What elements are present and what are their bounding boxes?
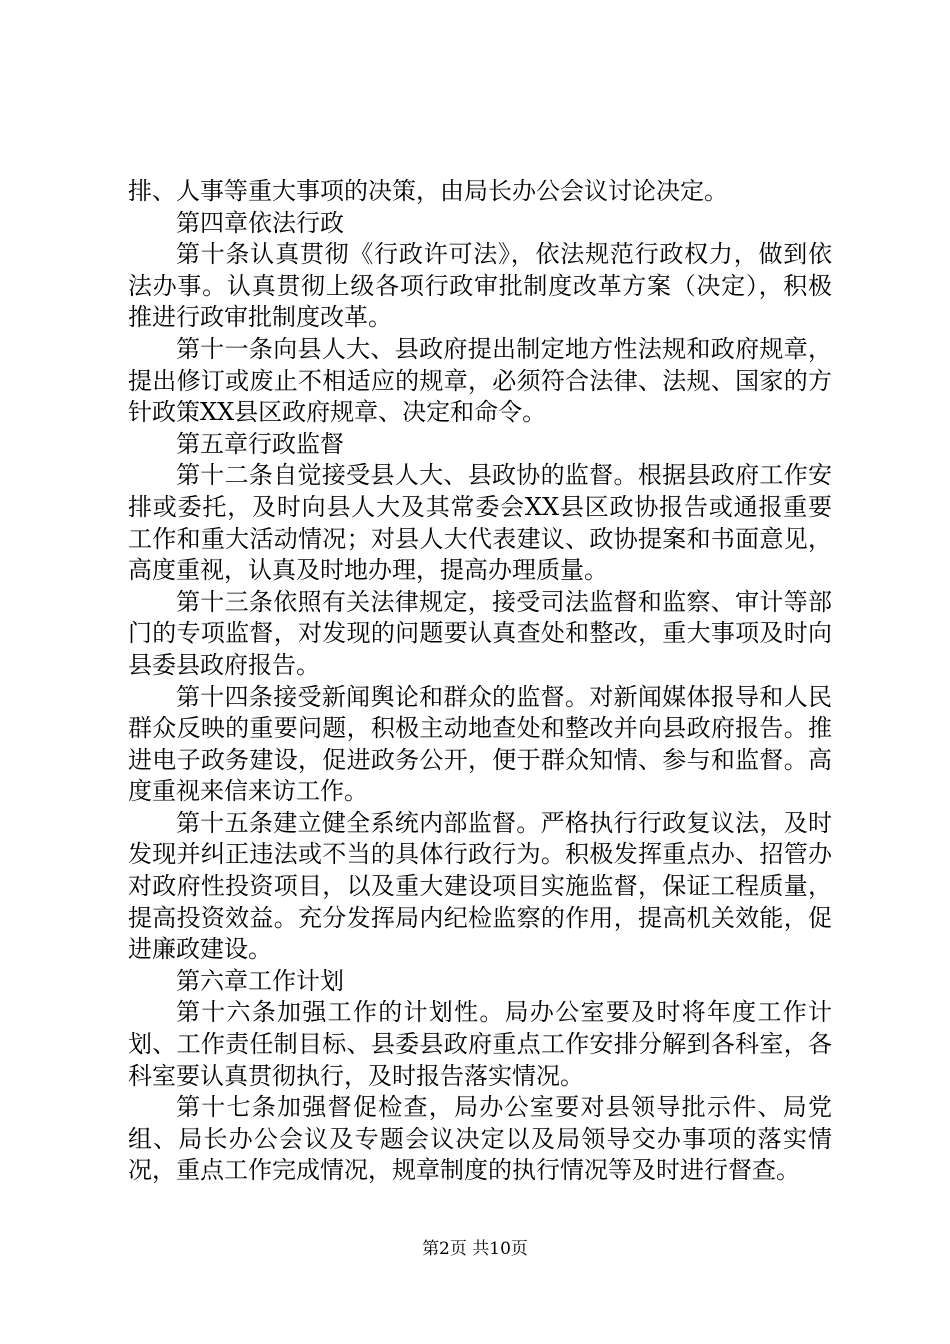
article-15: 第十五条建立健全系统内部监督。严格执行行政复议法，及时发现并纠正违法或不当的具体行政行为。积极发挥重点办、招管办对政府性投资项目，以及重大建设项目实施监督，保证工程质量，提高投资效益。充分发挥局内纪检监察的作用，提高机关效能，促进廉政建设。	[128, 808, 832, 964]
chapter-heading-5: 第五章行政监督	[176, 429, 344, 458]
article-16: 第十六条加强工作的计划性。局办公室要及时将年度工作计划、工作责任制目标、县委县政府重点工作安排分解到各科室，各科室要认真贯彻执行，及时报告落实情况。	[128, 998, 832, 1090]
paragraph-continuation: 排、人事等重大事项的决策，由局长办公会议讨论决定。	[128, 177, 728, 205]
article-10: 第十条认真贯彻《行政许可法》，依法规范行政权力，做到依法办事。认真贯彻上级各项行政审批制度改革方案（决定），积极推进行政审批制度改革。	[128, 240, 832, 332]
article-13: 第十三条依照有关法律规定，接受司法监督和监察、审计等部门的专项监督，对发现的问题要认真查处和整改，重大事项及时向县委县政府报告。	[128, 587, 832, 679]
chapter-heading-6: 第六章工作计划	[176, 966, 344, 995]
document-body	[128, 176, 832, 1187]
article-12: 第十二条自觉接受县人大、县政协的监督。根据县政府工作安排或委托，及时向县人大及其常委会XX县区政协报告或通报重要工作和重大活动情况；对县人大代表建议、政协提案和书面意见，高度重视，认真及时地办理，提高办理质量。	[128, 461, 832, 585]
article-14: 第十四条接受新闻舆论和群众的监督。对新闻媒体报导和人民群众反映的重要问题，积极主动地查处和整改并向县政府报告。推进电子政务建设，促进政务公开，便于群众知情、参与和监督。高度重视来信来访工作。	[128, 682, 832, 806]
chapter-heading-4: 第四章依法行政	[176, 208, 344, 237]
page-number-footer: 第2页 共10页	[422, 1239, 528, 1259]
article-11: 第十一条向县人大、县政府提出制定地方性法规和政府规章，提出修订或废止不相适应的规章，必须符合法律、法规、国家的方针政策XX县区政府规章、决定和命令。	[128, 334, 832, 427]
article-17: 第十七条加强督促检查，局办公室要对县领导批示件、局党组、局长办公会议及专题会议决定以及局领导交办事项的落实情况，重点工作完成情况，规章制度的执行情况等及时进行督查。	[128, 1093, 832, 1185]
